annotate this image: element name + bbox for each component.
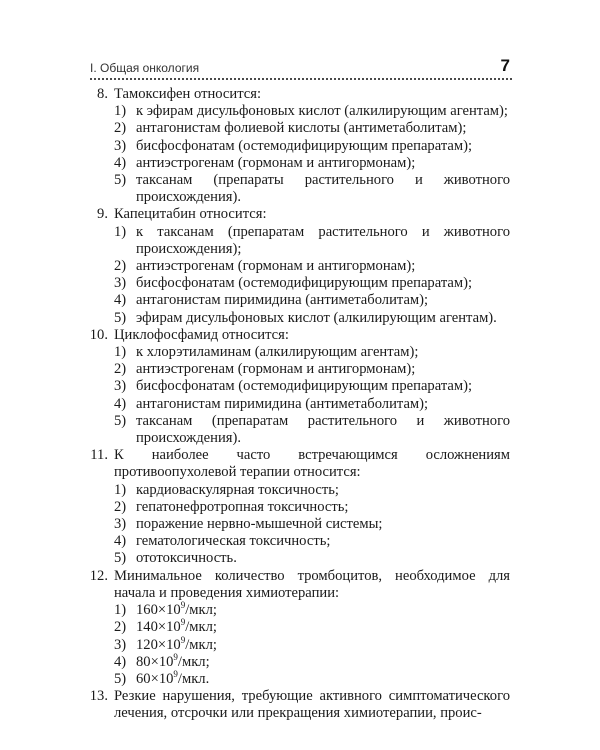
option-number: 5) — [114, 412, 127, 429]
answer-option — [84, 172, 510, 206]
option-number: 3) — [114, 275, 127, 292]
option-unit: /мкл; — [185, 636, 217, 653]
option-number: 4) — [114, 154, 127, 171]
running-head-title: I. Общая онкология — [90, 61, 200, 75]
option-number: 3) — [114, 516, 127, 533]
option-text: к хлорэтиламинам (алкилирующим агентам); — [136, 344, 419, 361]
option-number: 5) — [114, 550, 127, 567]
option-number: 2) — [114, 120, 127, 137]
question-number: 12. — [89, 567, 108, 584]
question-text: Резкие нарушения, требующие активного симптоматического лечения, отсрочки или прекращения химиотерапии, проис- — [114, 688, 510, 722]
answer-options — [84, 103, 510, 206]
answer-option — [84, 668, 510, 688]
question-block — [84, 568, 510, 688]
running-header — [90, 58, 512, 80]
question-number: 9. — [97, 206, 108, 223]
answer-option — [84, 138, 510, 155]
option-text: бисфосфонатам (остемодифицирующим препаратам); — [136, 275, 473, 292]
option-exponent: 9 — [180, 600, 186, 611]
option-number: 1) — [114, 602, 127, 619]
option-number: 4) — [114, 533, 127, 550]
answer-option — [84, 120, 510, 137]
option-number: 1) — [114, 103, 127, 120]
question-stem — [84, 688, 510, 722]
answer-option — [84, 310, 510, 327]
option-number: 5) — [114, 172, 127, 189]
answer-option — [84, 292, 510, 309]
answer-option — [84, 533, 510, 550]
question-text: Циклофосфамид относится: — [114, 326, 289, 343]
option-text: антагонистам пиримидина (антиметаболитам); — [136, 292, 429, 309]
answer-options — [84, 344, 510, 447]
option-text: таксанам (препараты растительного и животного происхождения). — [136, 172, 510, 206]
option-exponent: 9 — [180, 634, 186, 645]
option-text: гематологическая токсичность; — [136, 533, 331, 550]
question-block — [84, 327, 510, 447]
option-number: 2) — [114, 498, 127, 515]
answer-option — [84, 651, 510, 671]
answer-option — [84, 361, 510, 378]
option-number: 3) — [114, 636, 127, 653]
answer-option — [84, 550, 510, 567]
option-number: 4) — [114, 653, 127, 670]
option-number: 1) — [114, 223, 127, 240]
option-text: к таксанам (препаратам растительного и животного происхождения); — [136, 223, 510, 257]
option-number: 3) — [114, 378, 127, 395]
question-number: 10. — [89, 326, 108, 343]
answer-option — [84, 344, 510, 361]
option-number: 1) — [114, 481, 127, 498]
option-number: 5) — [114, 309, 127, 326]
answer-option — [84, 516, 510, 533]
answer-option — [84, 275, 510, 292]
answer-options — [84, 482, 510, 568]
option-number: 1) — [114, 344, 127, 361]
option-text: 60×10 — [136, 670, 174, 687]
question-text: Капецитабин относится: — [114, 206, 267, 223]
option-text: эфирам дисульфоновых кислот (алкилирующим агентам). — [136, 309, 497, 326]
question-stem — [84, 568, 510, 602]
answer-option — [84, 634, 510, 654]
option-number: 2) — [114, 361, 127, 378]
option-text: поражение нервно-мышечной системы; — [136, 516, 383, 533]
option-unit: /мкл. — [177, 670, 210, 687]
option-number: 2) — [114, 619, 127, 636]
option-number: 5) — [114, 670, 127, 687]
answer-option — [84, 155, 510, 172]
option-text: гепатонефротропная токсичность; — [136, 498, 349, 515]
answer-options — [84, 224, 510, 327]
answer-option — [84, 482, 510, 499]
option-text: бисфосфонатам (остемодифицирующим препаратам); — [136, 137, 473, 154]
answer-option — [84, 378, 510, 395]
page-number: 7 — [500, 56, 510, 75]
option-unit: /мкл; — [185, 619, 217, 636]
option-text: 140×10 — [136, 619, 181, 636]
answer-option — [84, 396, 510, 413]
option-number: 4) — [114, 292, 127, 309]
answer-option — [84, 619, 510, 636]
question-stem — [84, 86, 510, 103]
question-block — [84, 86, 510, 206]
option-text: антиэстрогенам (гормонам и антигормонам); — [136, 154, 416, 171]
question-block — [84, 206, 510, 326]
question-block — [84, 447, 510, 567]
option-unit: /мкл; — [177, 653, 210, 670]
option-text: антиэстрогенам (гормонам и антигормонам); — [136, 258, 416, 275]
question-stem — [84, 447, 510, 481]
option-text: кардиоваскулярная токсичность; — [136, 481, 339, 498]
option-text: ототоксичность. — [136, 550, 237, 567]
answer-option — [84, 499, 510, 516]
option-text: таксанам (препаратам растительного и животного происхождения). — [136, 412, 510, 447]
option-text: 160×10 — [136, 602, 181, 619]
question-number: 11. — [90, 447, 108, 464]
option-text: антагонистам фолиевой кислоты (антиметаболитам); — [136, 120, 467, 137]
option-text: к эфирам дисульфоновых кислот (алкилирующим агентам); — [136, 103, 508, 120]
question-text: К наиболее часто встречающимся осложнениям противоопухолевой терапии относится: — [114, 447, 510, 481]
option-unit: /мкл; — [185, 602, 217, 619]
answer-option — [84, 258, 510, 275]
answer-option — [84, 103, 510, 120]
answer-option — [84, 602, 510, 619]
option-number: 4) — [114, 395, 127, 412]
question-stem — [84, 327, 510, 344]
option-number: 2) — [114, 258, 127, 275]
question-block — [84, 688, 510, 722]
question-stem — [84, 206, 510, 223]
answer-option — [84, 413, 510, 447]
answer-options — [84, 602, 510, 688]
option-text: 120×10 — [136, 636, 181, 653]
option-number: 3) — [114, 137, 127, 154]
question-number: 8. — [97, 86, 108, 102]
option-text: антиэстрогенам (гормонам и антигормонам); — [136, 361, 416, 378]
answer-option — [84, 224, 510, 258]
question-number: 13. — [89, 688, 108, 705]
option-exponent: 9 — [180, 617, 186, 628]
option-text: бисфосфонатам (остемодифицирующим препаратам); — [136, 378, 473, 395]
option-text: антагонистам пиримидина (антиметаболитам); — [136, 395, 429, 412]
question-list — [84, 86, 510, 723]
option-text: 80×10 — [136, 653, 174, 670]
option-exponent: 9 — [173, 651, 178, 662]
question-text: Тамоксифен относится: — [114, 86, 262, 102]
question-text: Минимальное количество тромбоцитов, необходимое для начала и проведения химиотерапии: — [114, 567, 510, 601]
option-exponent: 9 — [173, 668, 178, 679]
